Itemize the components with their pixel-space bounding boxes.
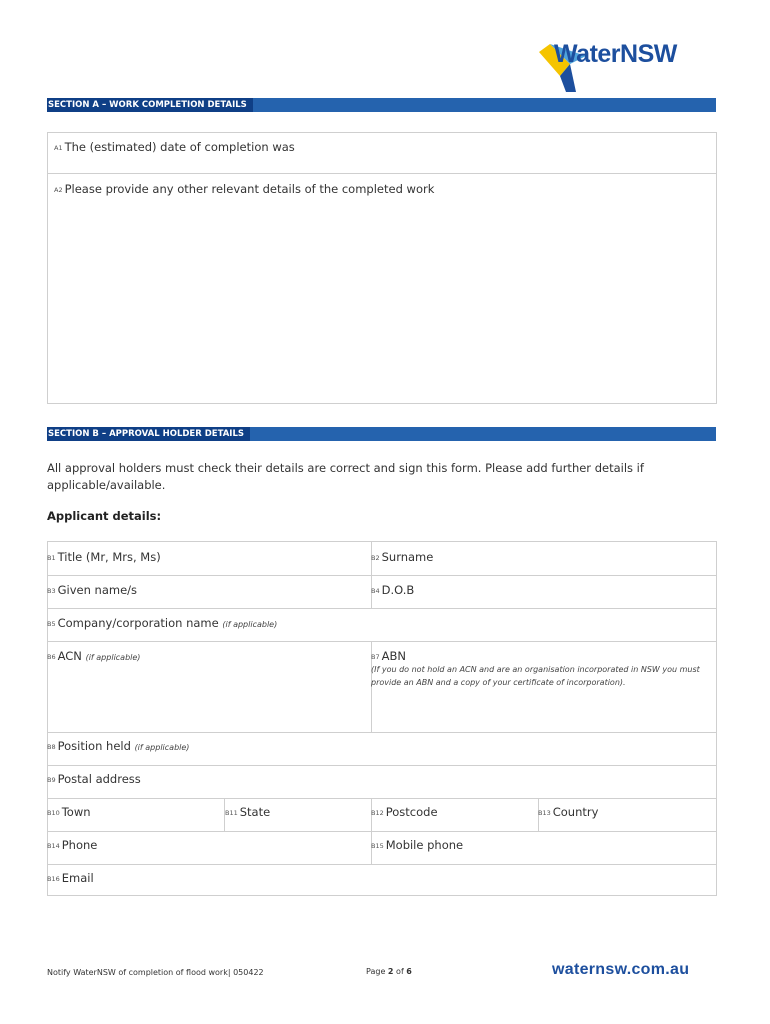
applicant-details-heading: Applicant details: (47, 509, 162, 523)
field-b15[interactable] (371, 838, 463, 852)
field-label: Position held (57, 739, 131, 753)
page-number (366, 967, 412, 976)
page-current: 2 (387, 967, 394, 976)
field-code: A1 (54, 144, 63, 152)
field-label: Phone (61, 838, 98, 852)
page-prefix: Page (366, 967, 388, 976)
field-code: B4 (371, 587, 380, 595)
field-hint: (if applicable) (134, 743, 190, 752)
waternsw-logo (536, 38, 696, 94)
field-b11[interactable] (225, 805, 270, 819)
field-label: Surname (381, 550, 434, 564)
field-label: Email (61, 871, 94, 885)
field-label: Company/corporation name (57, 616, 219, 630)
field-a1[interactable] (54, 140, 295, 154)
section-b-header (47, 427, 716, 441)
field-label: Country (552, 805, 599, 819)
field-code: B15 (371, 842, 384, 850)
field-label: State (239, 805, 271, 819)
field-b12[interactable] (371, 805, 438, 819)
page-of: of (393, 967, 407, 976)
field-label: Town (61, 805, 91, 819)
field-code: B7 (371, 653, 380, 661)
field-b7[interactable] (371, 649, 406, 663)
field-code: B16 (47, 875, 60, 883)
field-label: D.O.B (381, 583, 415, 597)
footer-document-title: Notify WaterNSW of completion of flood work| 050422 (47, 968, 264, 977)
abn-note: (If you do not hold an ACN and are an organisation incorporated in NSW you must provide an ABN and a copy of your certificate of incorporation). (371, 665, 700, 687)
field-b1[interactable] (47, 550, 161, 564)
field-b6[interactable] (47, 649, 140, 663)
field-label: Title (Mr, Mrs, Ms) (57, 550, 161, 564)
field-hint: (if applicable) (85, 653, 141, 662)
field-code: B11 (225, 809, 238, 817)
divider (48, 173, 716, 174)
field-label: The (estimated) date of completion was (64, 140, 295, 154)
field-label: ACN (57, 649, 82, 663)
field-b5[interactable] (47, 616, 277, 630)
field-label: Mobile phone (385, 838, 464, 852)
field-b14[interactable] (47, 838, 97, 852)
field-code: B12 (371, 809, 384, 817)
section-a-header (47, 98, 716, 112)
field-code: A2 (54, 186, 63, 194)
field-b9[interactable] (47, 772, 141, 786)
field-b16[interactable] (47, 871, 94, 885)
field-code: B1 (47, 554, 56, 562)
field-label: Postal address (57, 772, 141, 786)
field-code: B9 (47, 776, 56, 784)
field-code: B14 (47, 842, 60, 850)
section-b-intro: All approval holders must check their details are correct and sign this form. Please add further details if applicable/available. (47, 461, 644, 492)
section-a-form (47, 132, 717, 404)
field-label: Postcode (385, 805, 438, 819)
field-code: B5 (47, 620, 56, 628)
field-code: B8 (47, 743, 56, 751)
field-label: Please provide any other relevant details of the completed work (64, 182, 435, 196)
field-b8[interactable] (47, 739, 189, 753)
field-label: Given name/s (57, 583, 138, 597)
field-a2[interactable] (54, 182, 434, 196)
field-label: ABN (381, 649, 406, 663)
field-hint: (if applicable) (222, 620, 278, 629)
website-link[interactable]: waternsw.com.au (552, 961, 690, 978)
field-b2[interactable] (371, 550, 433, 564)
field-code: B13 (538, 809, 551, 817)
field-b4[interactable] (371, 583, 414, 597)
section-a-title: SECTION A – WORK COMPLETION DETAILS (47, 98, 253, 112)
field-code: B3 (47, 587, 56, 595)
section-b-title: SECTION B – APPROVAL HOLDER DETAILS (47, 427, 250, 441)
field-b3[interactable] (47, 583, 137, 597)
logo-text: WaterNSW (554, 40, 677, 68)
page-total: 6 (406, 967, 412, 976)
field-b13[interactable] (538, 805, 598, 819)
field-code: B10 (47, 809, 60, 817)
field-b10[interactable] (47, 805, 91, 819)
field-code: B2 (371, 554, 380, 562)
field-code: B6 (47, 653, 56, 661)
